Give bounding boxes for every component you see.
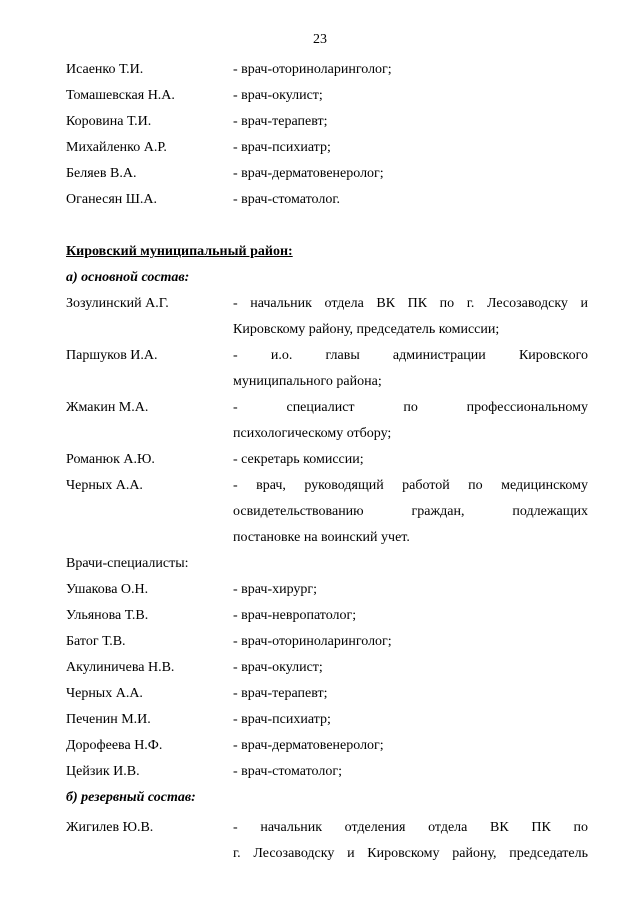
list-item — [0, 606, 640, 626]
member-role: - и.о. главы администрации Кировского — [233, 348, 588, 363]
member-role: - врач-дерматовенеролог; — [233, 166, 384, 181]
section-heading-row — [0, 242, 640, 262]
subheading-row — [0, 788, 640, 808]
member-name: Жмакин М.А. — [66, 400, 149, 415]
list-item — [0, 632, 640, 652]
member-role: - врач-дерматовенеролог; — [233, 738, 384, 753]
list-item — [0, 818, 640, 838]
role-continuation — [0, 372, 640, 392]
reserve-composition-title: б) резервный состав: — [66, 790, 196, 805]
list-item — [0, 450, 640, 470]
section-title: Кировский муниципальный район: — [66, 244, 293, 259]
list-item — [0, 762, 640, 782]
member-role: - врач-психиатр; — [233, 140, 331, 155]
list-item — [0, 580, 640, 600]
member-role: - врач-хирург; — [233, 582, 318, 597]
member-name: Ульянова Т.В. — [66, 608, 149, 623]
member-role: - врач, руководящий работой по медицинскому — [233, 478, 588, 493]
list-item — [0, 684, 640, 704]
member-name: Михайленко А.Р. — [66, 140, 167, 155]
list-item — [0, 398, 640, 418]
member-name: Коровина Т.И. — [66, 114, 152, 129]
member-role: постановке на воинский учет. — [233, 530, 410, 545]
member-name: Паршуков И.А. — [66, 348, 158, 363]
member-name: Ушакова О.Н. — [66, 582, 149, 597]
member-name: Дорофеева Н.Ф. — [66, 738, 163, 753]
member-name: Жигилев Ю.В. — [66, 820, 154, 835]
member-role: освидетельствованию граждан, подлежащих — [233, 504, 588, 519]
role-continuation — [0, 502, 640, 522]
member-role: - начальник отделения отдела ВК ПК по — [233, 820, 588, 835]
role-continuation — [0, 844, 640, 864]
member-role: муниципального района; — [233, 374, 382, 389]
specialists-title: Врачи-специалисты: — [66, 556, 189, 571]
member-role: - врач-окулист; — [233, 88, 323, 103]
member-name: Черных А.А. — [66, 478, 143, 493]
member-role: Кировскому району, председатель комиссии; — [233, 322, 500, 337]
member-role: - секретарь комиссии; — [233, 452, 364, 467]
role-continuation — [0, 320, 640, 340]
subheading-row — [0, 554, 640, 574]
main-composition-title: а) основной состав: — [66, 270, 190, 285]
member-role: - врач-психиатр; — [233, 712, 331, 727]
list-item — [0, 138, 640, 158]
list-item — [0, 658, 640, 678]
member-role: - врач-окулист; — [233, 660, 323, 675]
member-name: Зозулинский А.Г. — [66, 296, 169, 311]
member-role: - врач-стоматолог; — [233, 764, 342, 779]
member-name: Исаенко Т.И. — [66, 62, 144, 77]
role-continuation — [0, 528, 640, 548]
member-name: Томашевская Н.А. — [66, 88, 175, 103]
member-name: Черных А.А. — [66, 686, 143, 701]
member-name: Романюк А.Ю. — [66, 452, 155, 467]
member-role: - врач-стоматолог. — [233, 192, 341, 207]
list-item — [0, 294, 640, 314]
member-name: Оганесян Ш.А. — [66, 192, 157, 207]
member-role: психологическому отбору; — [233, 426, 392, 441]
list-item — [0, 346, 640, 366]
member-role: - начальник отдела ВК ПК по г. Лесозаводску и — [233, 296, 588, 311]
member-role: - врач-терапевт; — [233, 686, 328, 701]
list-item — [0, 164, 640, 184]
list-item — [0, 190, 640, 210]
member-role: - врач-оториноларинголог; — [233, 62, 392, 77]
list-item — [0, 736, 640, 756]
member-role: - врач-невропатолог; — [233, 608, 357, 623]
list-item — [0, 710, 640, 730]
member-name: Батог Т.В. — [66, 634, 126, 649]
member-role: - врач-оториноларинголог; — [233, 634, 392, 649]
member-role: - врач-терапевт; — [233, 114, 328, 129]
member-name: Акулиничева Н.В. — [66, 660, 175, 675]
subheading-row — [0, 268, 640, 288]
list-item — [0, 86, 640, 106]
member-name: Беляев В.А. — [66, 166, 137, 181]
list-item — [0, 112, 640, 132]
member-role: - специалист по профессиональному — [233, 400, 588, 415]
page-number: 23 — [313, 32, 327, 47]
member-name: Печенин М.И. — [66, 712, 151, 727]
list-item — [0, 476, 640, 496]
member-role: г. Лесозаводску и Кировскому району, председатель — [233, 846, 588, 861]
member-name: Цейзик И.В. — [66, 764, 140, 779]
list-item — [0, 60, 640, 80]
role-continuation — [0, 424, 640, 444]
